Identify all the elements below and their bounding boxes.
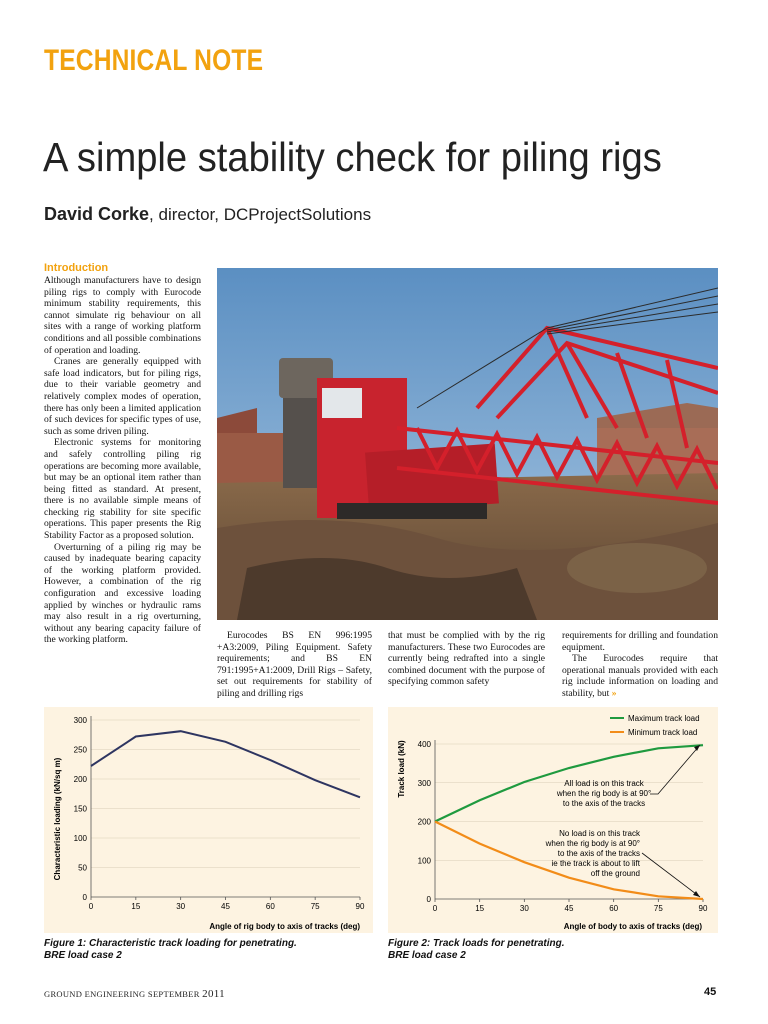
column-1	[44, 262, 201, 646]
y-tick-label: 150	[73, 804, 87, 814]
paragraph: Electronic systems for monitoring and safely controlling piling rig operations are becoming more available, but may be an optional item rather than being fitted as standard. At present, there is no available simple means of checking rig stability for site specific operations. This paper presents the Rig Stability Factor as a proposed solution.	[44, 437, 201, 542]
y-axis-label: Characteristic loading (kN/sq m)	[53, 757, 62, 881]
paragraph: requirements for drilling and foundation equipment.	[562, 630, 718, 653]
continue-arrow-icon: »	[611, 687, 617, 699]
y-tick-label: 200	[417, 817, 431, 827]
x-tick-label: 90	[355, 902, 365, 911]
x-tick-label: 45	[564, 904, 574, 913]
annotation-line: ie the track is about to lift	[551, 859, 640, 868]
chart-background	[44, 707, 373, 933]
y-tick-label: 100	[73, 834, 87, 843]
byline	[44, 204, 371, 225]
x-tick-label: 75	[310, 902, 320, 911]
paragraph: Overturning of a piling rig may be caused by inadequate bearing capacity of the working platform provided. However, a combination of the rig configuration and excessive loading applied by winches or hydraulic rams may also result in a rig overturning, without any bearing capacity failure of the working platform.	[44, 541, 201, 646]
x-tick-label: 60	[265, 902, 275, 911]
paragraph: Eurocodes BS EN 996:1995 +A3:2009, Piling Equipment. Safety requirements; and BS EN 791:1995+A1:2009, Drill Rigs – Safety, set out requirements for stability of piling and drilling rigs	[217, 630, 372, 699]
caption-line: Figure 1: Characteristic track loading for penetrating.	[44, 938, 297, 949]
x-tick-label: 90	[698, 904, 708, 913]
x-tick-label: 75	[653, 904, 663, 913]
x-tick-label: 45	[221, 902, 230, 911]
y-tick-label: 100	[417, 856, 431, 866]
article-title: A simple stability check for piling rigs	[43, 134, 662, 180]
collapsed-rig-photo	[217, 268, 718, 620]
x-tick-label: 15	[475, 904, 485, 913]
figure-2-chart	[388, 707, 718, 933]
x-tick-label: 60	[609, 904, 619, 913]
intro-heading: Introduction	[44, 262, 109, 274]
caption-line: BRE load case 2	[388, 950, 466, 961]
column-4	[562, 630, 718, 700]
x-tick-label: 15	[131, 902, 141, 911]
caption-line: BRE load case 2	[44, 950, 122, 961]
publication-name: GROUND ENGINEERING SEPTEMBER	[44, 989, 200, 999]
section-kicker: TECHNICAL NOTE	[44, 44, 264, 77]
paragraph: that must be complied with by the rig manufacturers. These two Eurocodes are currently being redrafted into a single combined document with the purpose of specifying common safety	[388, 630, 545, 688]
figure-2-caption	[388, 938, 565, 962]
author-name: David Corke	[44, 204, 150, 224]
x-tick-label: 30	[176, 902, 186, 911]
x-axis-label: Angle of body to axis of tracks (deg)	[563, 922, 702, 931]
y-tick-label: 50	[78, 863, 87, 873]
annotation-line: when the rig body is at 90°	[556, 789, 652, 798]
column-3	[388, 630, 545, 688]
x-tick-label: 0	[88, 902, 94, 911]
column-2	[217, 630, 372, 700]
y-tick-label: 250	[73, 745, 87, 755]
y-tick-label: 300	[417, 778, 431, 788]
paragraph-text: The Eurocodes require that operational manuals provided with each rig include information on loading and stability, but	[562, 653, 718, 699]
publication-year: 2011	[202, 988, 225, 1000]
x-axis-label: Angle of rig body to axis of tracks (deg)	[209, 922, 360, 931]
figure-1-caption	[44, 938, 297, 962]
y-tick-label: 200	[73, 775, 87, 784]
annotation-line: off the ground	[590, 869, 640, 878]
annotation-line: No load is on this track	[559, 829, 640, 838]
annotation-line: to the axis of the tracks	[557, 849, 640, 858]
annotation-line: to the axis of the tracks	[562, 799, 646, 808]
y-axis-label: Track load (kN)	[397, 740, 406, 798]
publication-footer	[44, 988, 225, 1000]
annotation-line: when the rig body is at 90°	[545, 839, 640, 848]
paragraph: Although manufacturers have to design piling rigs to comply with Eurocode minimum stability requirements, this cannot simulate rig behaviour on all sites with a range of working platform conditions and all possible combinations of operation and loading.	[44, 275, 201, 356]
paragraph	[562, 653, 718, 699]
figure-1-chart	[44, 707, 373, 933]
legend-label-maximum: Maximum track load	[628, 714, 700, 723]
paragraph: Cranes are generally equipped with safe load indicators, but for piling rigs, due to their variable geometry and relatively complex modes of operation, there has only been a limited application of such devices for specific types of use, such as some driven piling.	[44, 356, 201, 437]
x-tick-label: 30	[519, 904, 529, 913]
caption-line: Figure 2: Track loads for penetrating.	[388, 938, 565, 949]
x-tick-label: 0	[432, 904, 438, 913]
y-tick-label: 0	[82, 893, 87, 902]
page-number: 45	[704, 986, 717, 998]
y-tick-label: 300	[73, 716, 87, 725]
y-tick-label: 400	[417, 740, 431, 749]
legend-label-minimum: Minimum track load	[628, 728, 698, 737]
author-role: , director, DCProjectSolutions	[149, 205, 372, 224]
annotation-line: All load is on this track	[564, 779, 644, 788]
y-tick-label: 0	[426, 895, 431, 904]
